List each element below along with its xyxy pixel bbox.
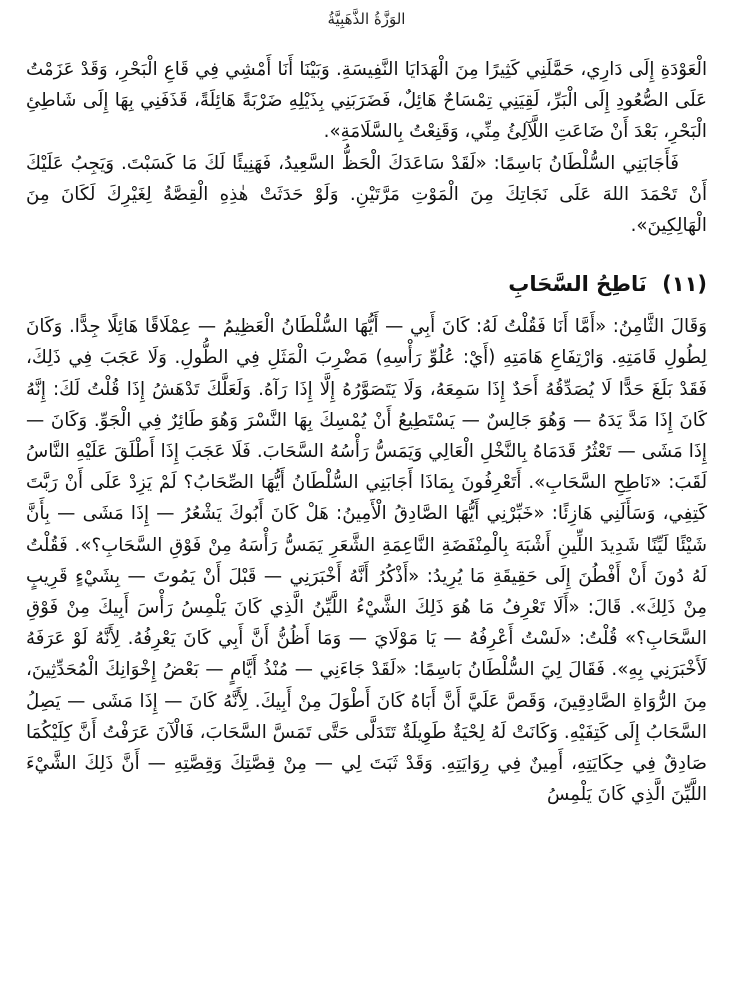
chapter-title: نَاطِحُ السَّحَابِ [508,272,647,297]
paragraph-sultan-reply: فَأَجَابَنِي السُّلْطَانُ بَاسِمًا: «لَقَدْ سَاعَدَكَ الْحَظُّ السَّعِيدُ، فَهَنِيئًا لَكَ مَا كَسَبْتَ. وَيَجِبُ عَلَيْكَ أَنْ تَحْمَدَ اللهَ عَلَى نَجَاتِكَ مِنَ الْمَوْتِ مَرَّتَيْنِ. وَلَوْ حَدَثَتْ هٰذِهِ الْقِصَّةُ لِغَيْرِكَ لَكَانَ مِنَ الْهَالِكِينَ». [26,152,707,237]
paragraph-eighth-story: وَقَالَ الثَّامِنُ: «أَمَّا أَنَا فَقُلْتُ لَهُ: كَانَ أَبِي — أَيُّهَا السُّلْطَانُ الْعَظِيمُ — عِمْلَاقًا هَائِلًا جِدًّا. وَكَانَ لِطُولِ قَامَتِهِ. وَارْتِفَاعِ هَامَتِهِ (أَيْ: عُلُوِّ رَأْسِهِ) مَضْرِبَ الْمَثَلِ فِي الطُّولِ. وَلَا عَجَبَ فِي ذَلِكَ، فَقَدْ بَلَغَ حَدًّا لَا يُصَدِّقُهُ أَحَدٌ إِذَا سَمِعَهُ، وَلَا يَتَصَوَّرُهُ إِلَّا إِذَا رَآهُ. وَلَعَلَّكَ تَدْهَشُ إِذَا قُلْتُ لَكَ: إِنَّهُ كَانَ إِذَا مَدَّ يَدَهُ — وَهُوَ جَالِسٌ — يَسْتَطِيعُ أَنْ يُمْسِكَ بِهَا النَّسْرَ وَهُوَ طَائِرٌ فِي الْجَوِّ. وَكَانَ — إِذَا مَشَى — تَعْثُرُ قَدَمَاهُ بِالنَّخْلِ الْعَالِي وَيَمَسُّ رَأْسُهُ السَّحَابَ. فَلَا عَجَبَ إِذَا أَطْلَقَ عَلَيْهِ النَّاسُ لَقَبَ: «نَاطِحِ السَّحَابِ». أَتَعْرِفُونَ بِمَاذَا أَجَابَنِي السُّلْطَانُ أَيُّهَا الصِّحَابُ؟ لَمْ يَزِدْ عَلَى أَنْ رَبَّتَ كَتِفِي، وَسَأَلَنِي هَازِئًا: «خَبِّرْنِي أَيُّهَا الصَّادِقُ الْأَمِينُ: هَلْ كَانَ أَبُوكَ يَشْعُرُ — إِذَا مَشَى — بِأَنَّ شَيْئًا لَيِّنًا شَدِيدَ اللِّينِ أَشْبَهَ بِالْمِنْفَضَةِ النَّاعِمَةِ الشَّعَرِ يَمَسُّ رَأْسَهُ مِنْ فَوْقِ السَّحَابِ؟». فَقُلْتُ لَهُ دُونَ أَنْ أَفْطُنَ إِلَى حَقِيقَةِ مَا يُرِيدُ: «أَذْكُرُ أَنَّهُ أَخْبَرَنِي — قَبْلَ أَنْ يَمُوتَ — بِشَيْءٍ قَرِيبٍ مِنْ ذَلِكَ». قَالَ: «أَلَا تَعْرِفُ مَا هُوَ ذَلِكَ الشَّيْءُ اللَّيِّنُ الَّذِي كَانَ يَلْمِسُ رَأْسَ أَبِيكَ مِنْ فَوْقِ السَّحَابِ؟» قُلْتُ: «لَسْتُ أَعْرِفُهُ — يَا مَوْلَايَ — وَمَا أَظُنُّ أَنَّ أَبِي كَانَ يَعْرِفُهُ. لِأَنَّهُ لَوْ عَرَفَهُ لَأَخْبَرَنِي بِهِ». فَقَالَ لِيَ السُّلْطَانُ بَاسِمًا: «لَقَدْ جَاءَنِي — مُنْذُ أَيَّامٍ — بَعْضُ إِخْوَانِكَ الْمُحَدِّثِينَ، مِنَ الرُّوَاةِ الصَّادِقِينَ، وَقَصَّ عَلَيَّ أَنَّ أَبَاهُ كَانَ أَطْوَلَ مِنْ أَبِيكَ. لِأَنَّهُ كَانَ — إِذَا مَشَى — يَصِلُ السَّحَابُ إِلَى كَتِفَيْهِ. وَكَانَتْ لَهُ لِحْيَةٌ طَوِيلَةٌ تَتَدَلَّى حَتَّى تَمَسَّ السَّحَابَ، فَالْآنَ عَرَفْتُ أَنَّ كِلَيْكُمَا صَادِقٌ فِي حِكَايَتِهِ، أَمِينٌ فِي رِوَايَتِهِ. وَقَدْ ثَبَتَ لِي — مِنْ قِصَّتِكَ وَقِصَّتِهِ — أَنَّ ذَلِكَ الشَّيْءَ اللَّيِّنَ الَّذِي كَانَ يَلْمِسُ [26,316,707,806]
running-header: الوَزَّةُ الذَّهَبِيَّةُ [327,10,406,28]
chapter-number: (١١) [662,272,707,297]
chapter-heading [26,269,707,299]
paragraph-continuation: الْعَوْدَةِ إِلَى دَارِي، حَمَّلَنِي كَثِيرًا مِنَ الْهَدَايَا النَّفِيسَةِ. وَبَيْنَا أَنَا أَمْشِي فِي قَاعِ الْبَحْرِ، وَقَدْ عَزَمْتُ عَلَى الصُّعُودِ إِلَى الْبَرِّ، لَقِيَنِي تِمْسَاحٌ هَائِلٌ، فَضَرَبَنِي بِذَيْلِهِ ضَرْبَةً هَائِلَةً، قَذَفَنِي بِهَا إِلَى شَاطِئِ الْبَحْرِ، بَعْدَ أَنْ ضَاعَتِ اللَّآلِئُ مِنِّي، وَقَنِعْتُ بِالسَّلَامَةِ». [26,59,707,143]
